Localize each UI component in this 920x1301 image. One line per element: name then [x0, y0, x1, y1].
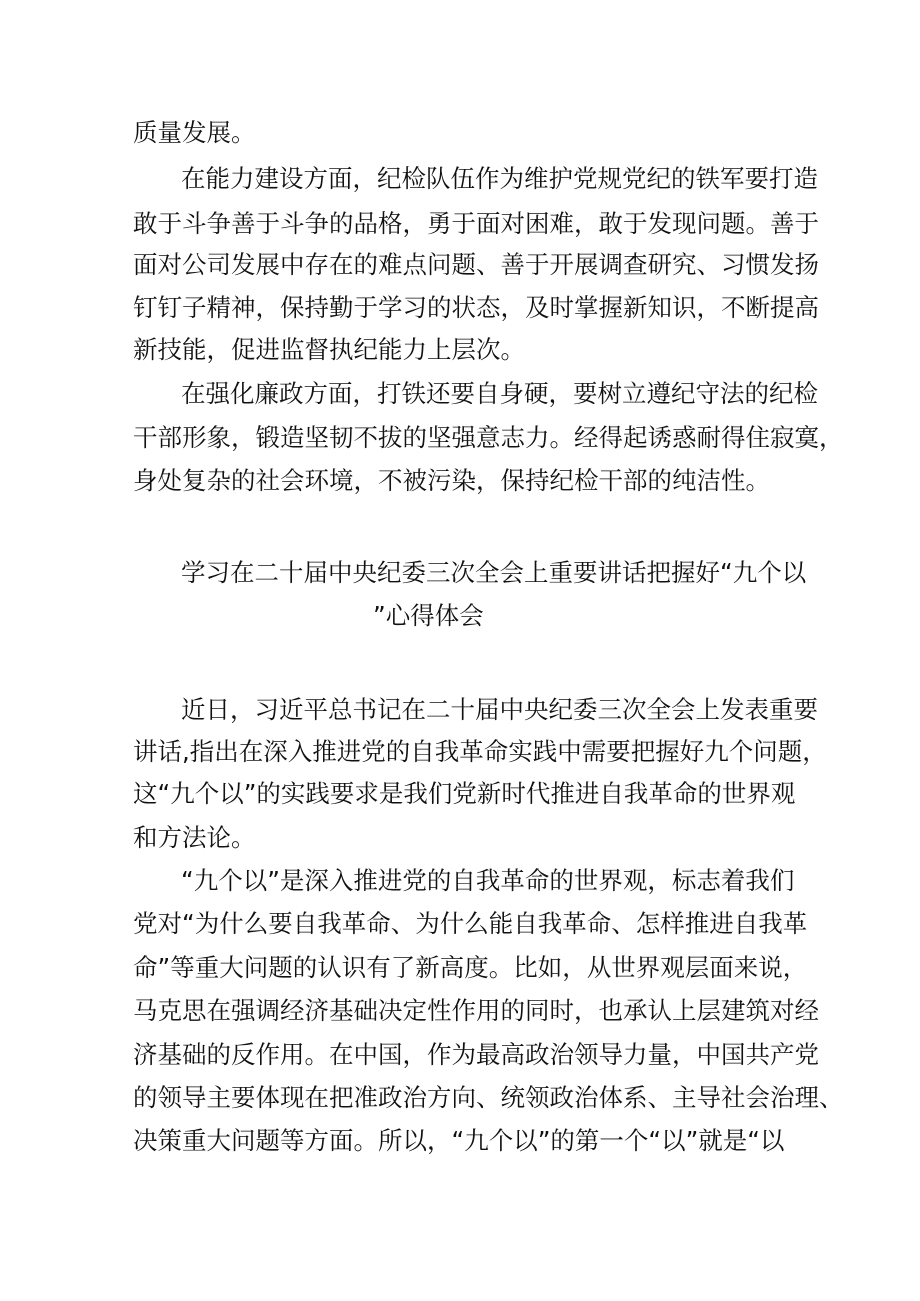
paragraph-line: 干部形象，锻造坚韧不拔的坚强意志力。经得起诱惑耐得住寂寞， — [133, 423, 844, 452]
paragraph-line: 和方法论。 — [133, 823, 256, 852]
paragraph-line: 马克思在强调经济基础决定性作用的同时，也承认上层建筑对经 — [133, 996, 819, 1025]
paragraph-line: 近日，习近平总书记在二十届中央纪委三次全会上发表重要 — [181, 695, 818, 724]
paragraph-line: 质量发展。 — [133, 118, 256, 147]
paragraph-line: 新技能，促进监督执纪能力上层次。 — [133, 335, 525, 364]
paragraph-line: 在能力建设方面，纪检队伍作为维护党规党纪的铁军要打造 — [181, 164, 818, 193]
paragraph-line: 的领导主要体现在把准政治方向、统领政治体系、主导社会治理、 — [133, 1083, 844, 1112]
section-title-line-2: ”心得体会 — [373, 601, 484, 630]
section-title-line-1: 学习在二十届中央纪委三次全会上重要讲话把握好“九个以 — [181, 558, 807, 587]
paragraph-line: 济基础的反作用。在中国，作为最高政治领导力量，中国共产党 — [133, 1040, 819, 1069]
paragraph-line: 讲话,指出在深入推进党的自我革命实践中需要把握好九个问题， — [133, 737, 827, 766]
paragraph-line: 钉钉子精神，保持勤于学习的状态，及时掌握新知识，不断提高 — [133, 293, 819, 322]
paragraph-line: 命”等重大问题的认识有了新高度。比如，从世界观层面来说， — [133, 953, 808, 982]
paragraph-line: 敢于斗争善于斗争的品格，勇于面对困难，敢于发现问题。善于 — [133, 209, 819, 238]
paragraph-line: 面对公司发展中存在的难点问题、善于开展调查研究、习惯发扬 — [133, 250, 819, 279]
paragraph-line: 在强化廉政方面，打铁还要自身硬，要树立遵纪守法的纪检 — [181, 379, 818, 408]
paragraph-line: 党对“为什么要自我革命、为什么能自我革命、怎样推进自我革 — [133, 909, 808, 938]
paragraph-line: “九个以”是深入推进党的自我革命的世界观，标志着我们 — [181, 866, 795, 895]
paragraph-line: 决策重大问题等方面。所以，“九个以”的第一个“以”就是“以 — [133, 1126, 785, 1155]
paragraph-line: 这“九个以”的实践要求是我们党新时代推进自我革命的世界观 — [133, 779, 796, 808]
paragraph-line: 身处复杂的社会环境，不被污染，保持纪检干部的纯洁性。 — [133, 466, 770, 495]
